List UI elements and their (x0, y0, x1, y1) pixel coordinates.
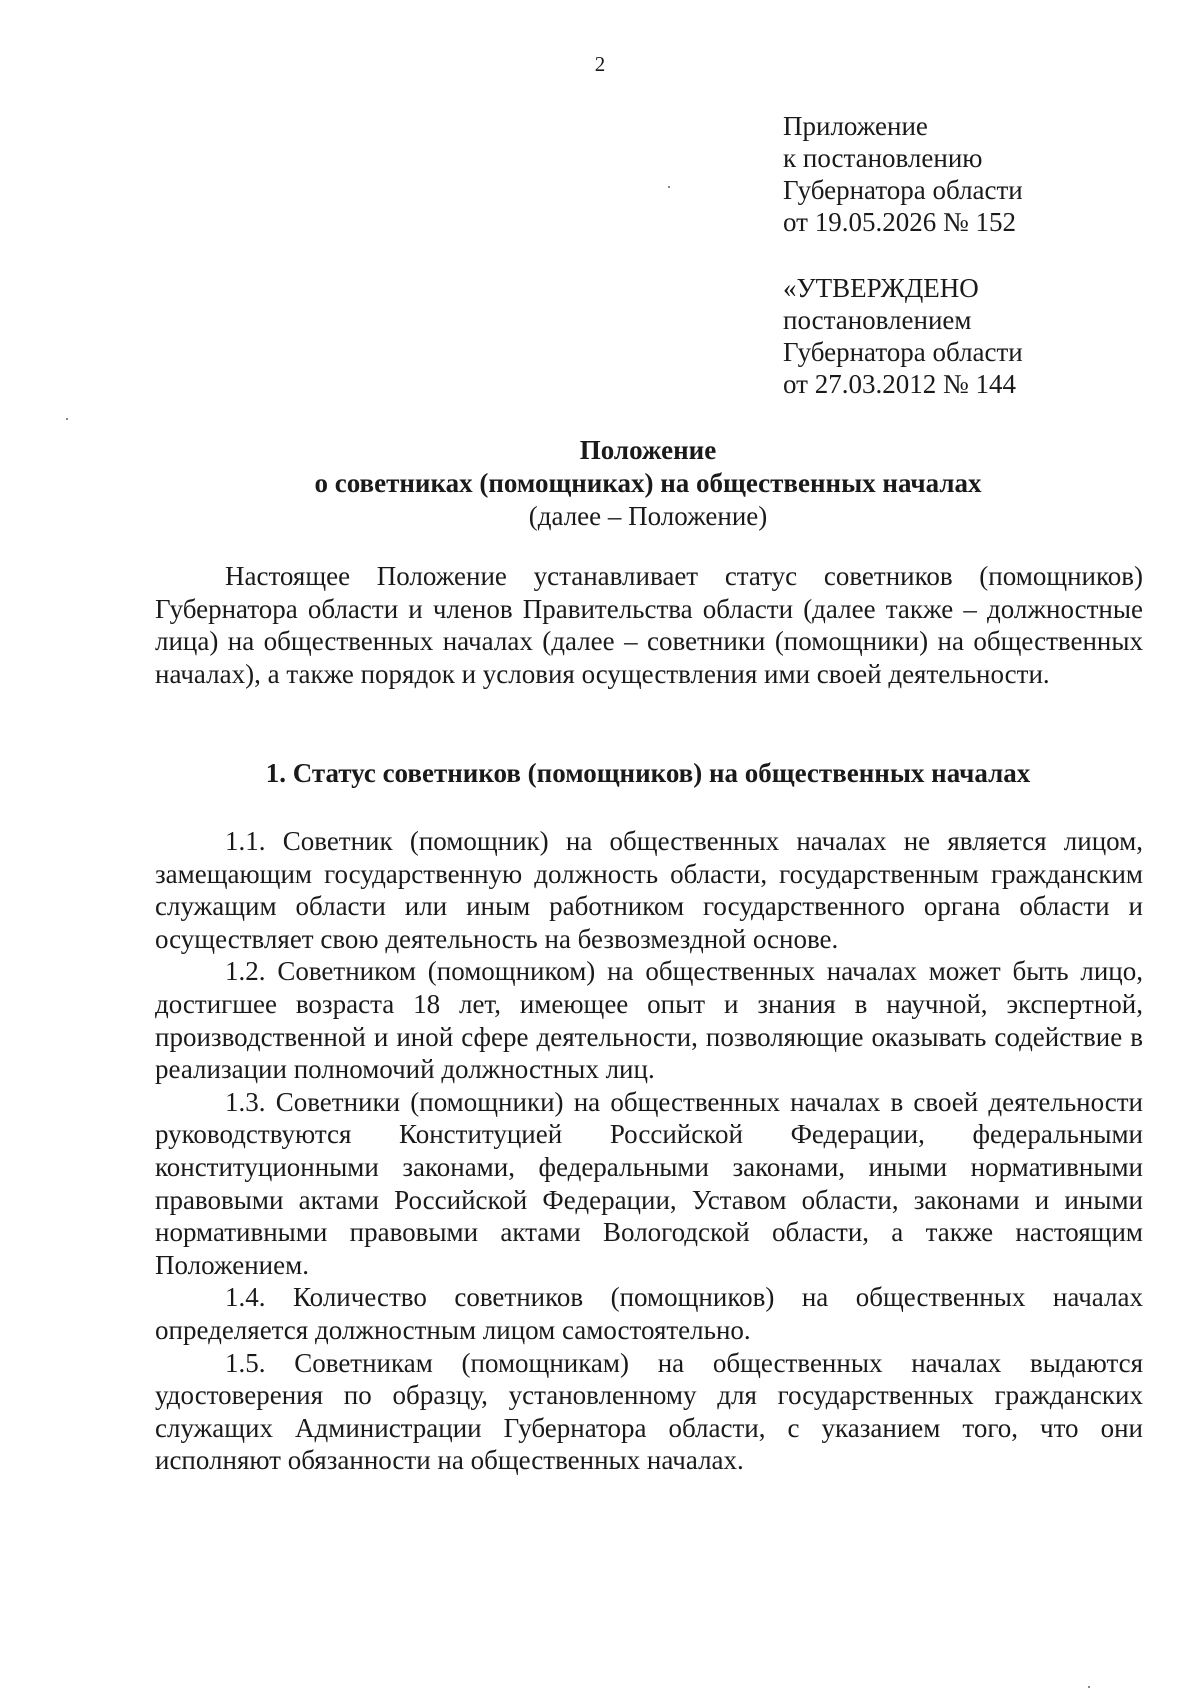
intro-paragraph: Настоящее Положение устанавливает статус советников (помощников) Губернатора области и членов Правительства области (далее также – должностные лица) на общественных началах (далее – советники (помощники) на общественных началах), а также порядок и условия осуществления ими своей деятельности. (155, 561, 1143, 689)
approved-line: Губернатора области (783, 337, 1023, 367)
approved-line: постановлением (783, 305, 972, 335)
intro-section (155, 560, 1143, 690)
scan-speck (668, 186, 670, 188)
clause-1-5: 1.5. Советникам (помощникам) на общественных началах выдаются удостоверения по образцу, установленному для государственных гражданских служащих Администрации Губернатора области, с указанием того, что они исполняют обязанности на общественных началах. (155, 1347, 1143, 1476)
clause-1-4: 1.4. Количество советников (помощников) на общественных началах определяется должностным лицом самостоятельно. (155, 1282, 1143, 1345)
appendix-line: от 19.05.2026 № 152 (783, 207, 1016, 237)
clause-1-1: 1.1. Советник (помощник) на общественных началах не является лицом, замещающим государственную должность области, государственным гражданским служащим области или иным работником государственного органа области и осуществляет свою деятельность на безвозмездной основе. (155, 826, 1143, 954)
approved-line: от 27.03.2012 № 144 (783, 369, 1016, 399)
approved-line: «УТВЕРЖДЕНО (783, 273, 979, 303)
approved-block (783, 272, 1023, 400)
title-line-1: Положение (579, 435, 717, 465)
title-line-2: о советниках (помощниках) на общественных началах (314, 468, 982, 498)
appendix-line: Губернатора области (783, 175, 1023, 205)
appendix-line: Приложение (783, 111, 928, 141)
page-number: 2 (594, 52, 606, 76)
scan-speck (1088, 1686, 1090, 1688)
clause-1-3: 1.3. Советники (помощники) на общественных началах в своей деятельности руководствуются Конституцией Российской Федерации, федеральными конституционными законами, федеральными законами, иными нормативными правовыми актами Российской Федерации, Уставом области, законами и иными нормативными правовыми актами Вологодской области, а также настоящим Положением. (155, 1086, 1143, 1280)
title-line-3: (далее – Положение) (528, 501, 768, 531)
section-1-heading: 1. Статус советников (помощников) на общественных началах (265, 758, 1031, 788)
appendix-line: к постановлению (783, 143, 983, 173)
clause-1-2: 1.2. Советником (помощником) на общественных началах может быть лицо, достигшее возраста 18 лет, имеющее опыт и знания в научной, экспертной, производственной и иной сфере деятельности, позволяющие оказывать содействие в реализации полномочий должностных лиц. (155, 956, 1143, 1085)
section-1-body (155, 825, 1143, 1477)
document-title (0, 434, 1200, 533)
appendix-block (783, 110, 1023, 238)
scan-speck (66, 418, 68, 420)
